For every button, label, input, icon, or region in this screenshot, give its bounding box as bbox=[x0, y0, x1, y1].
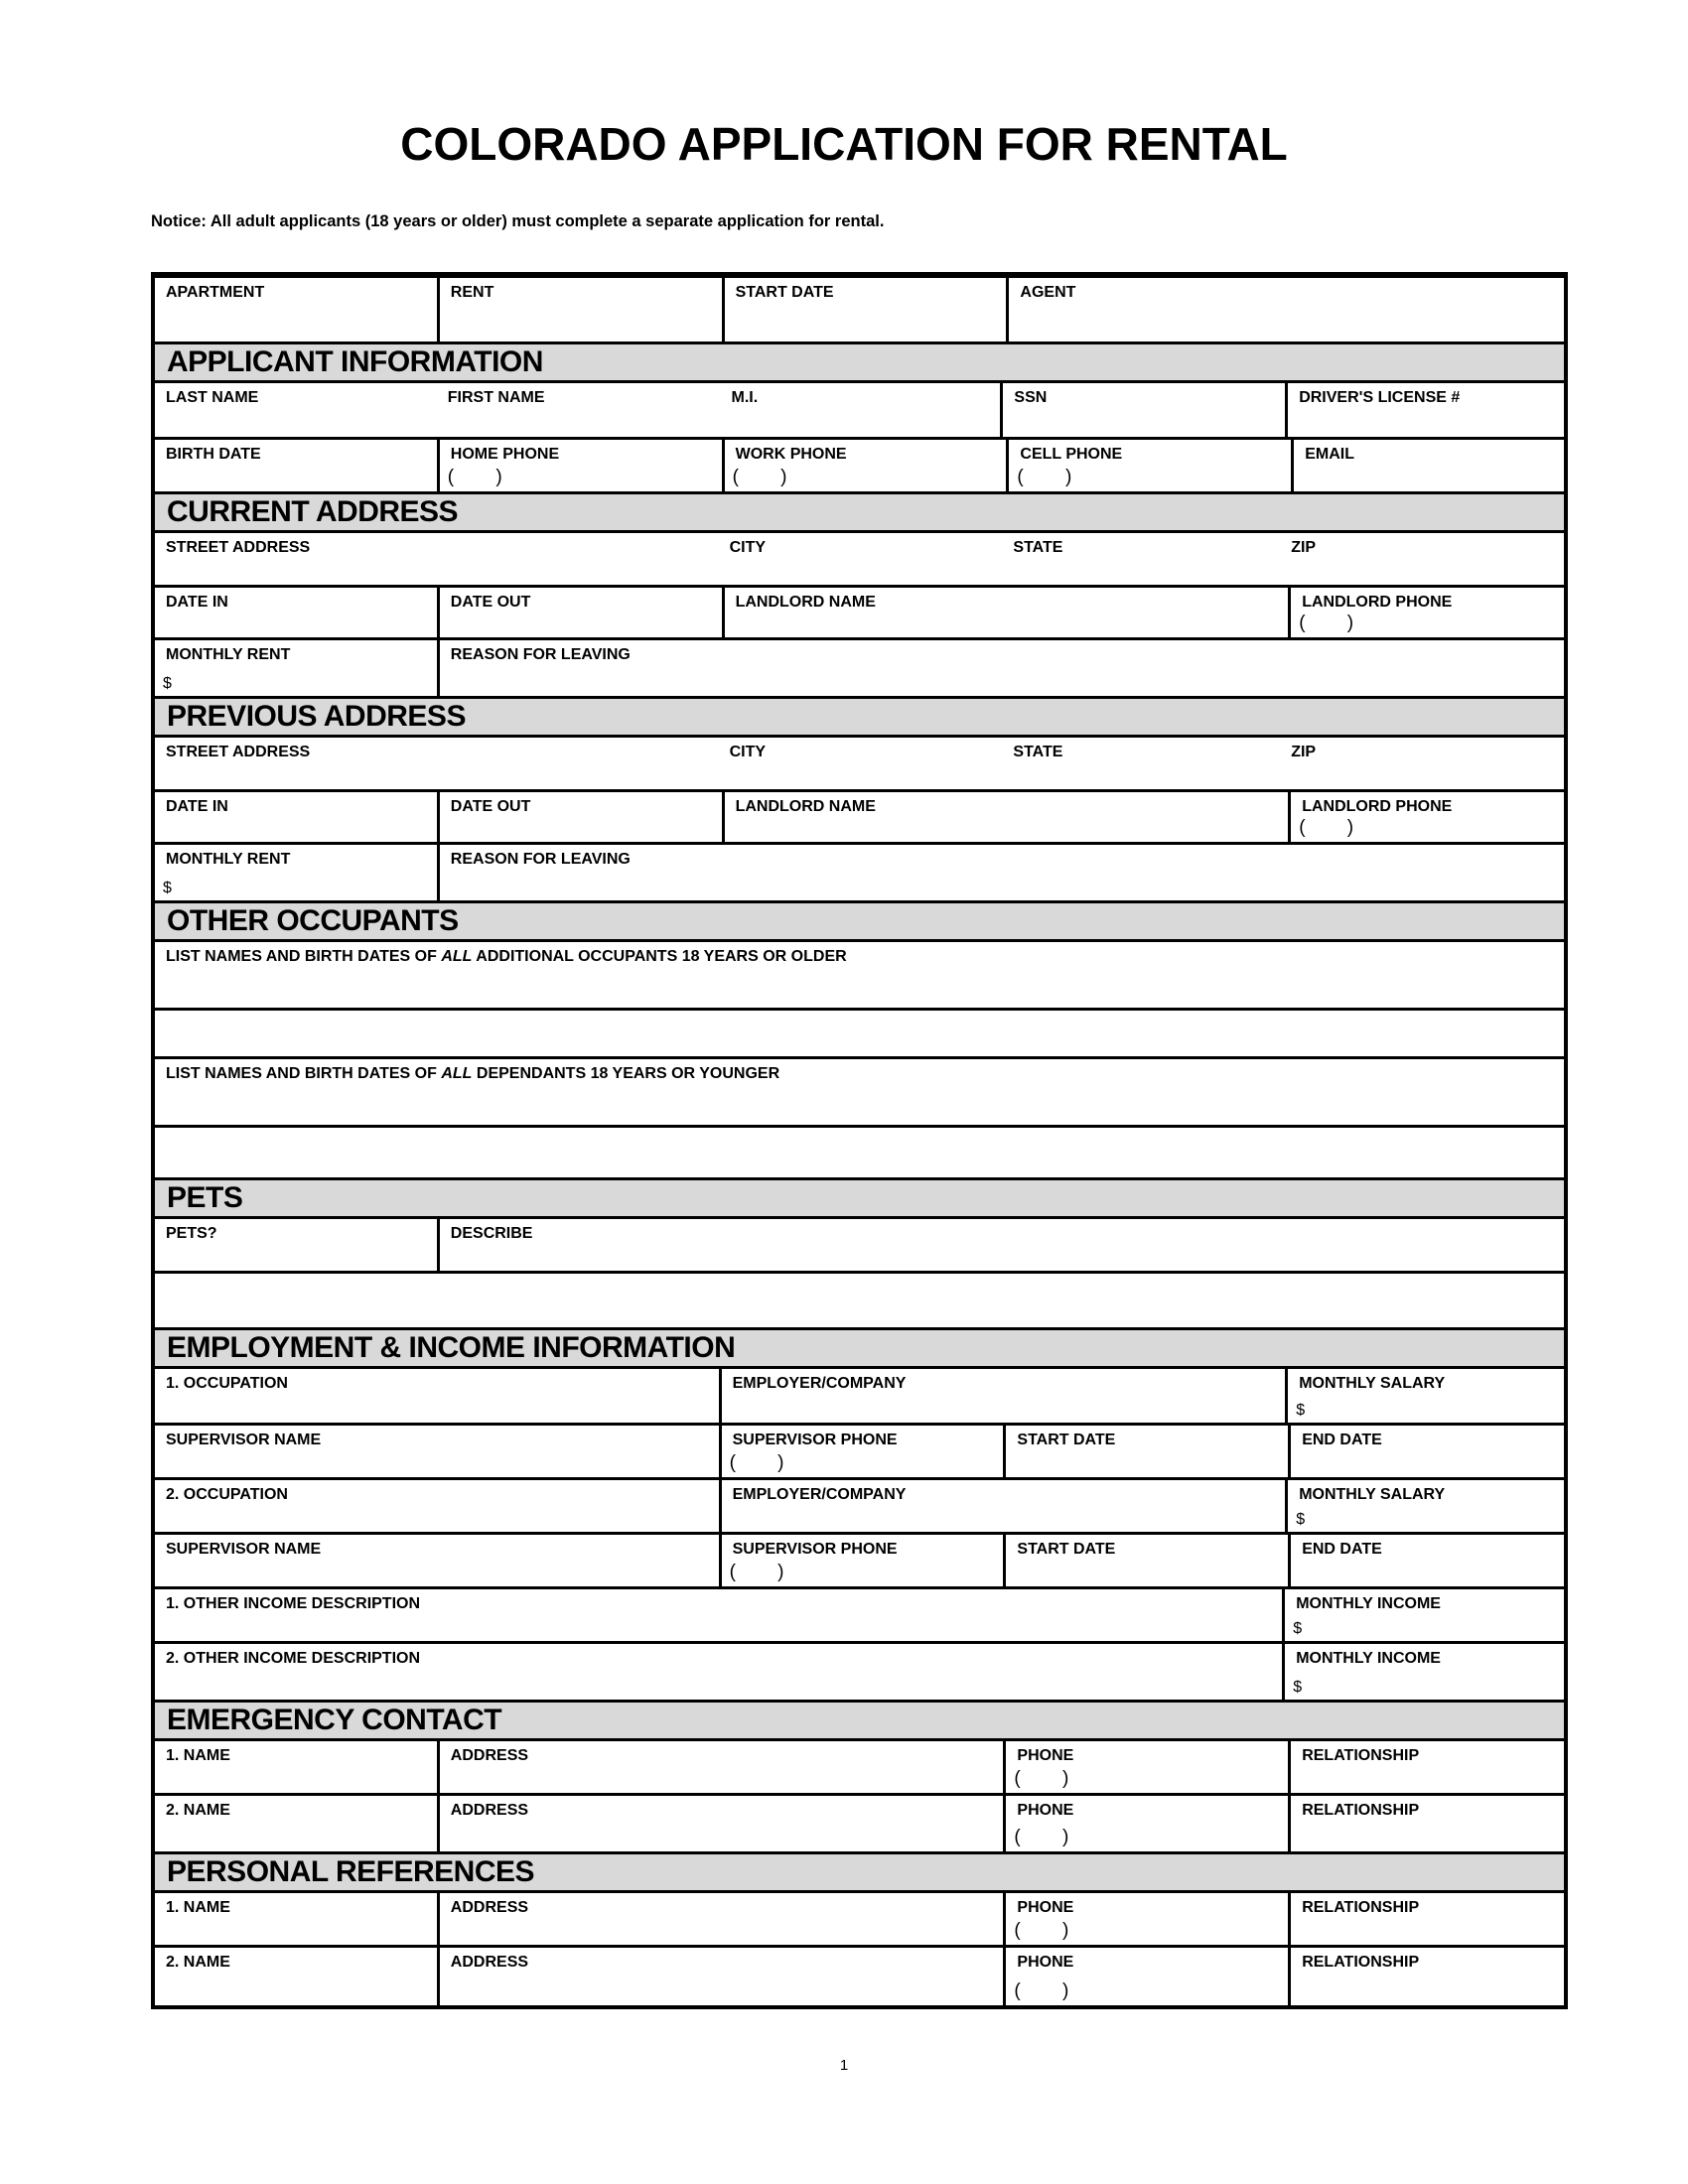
supervisor-name-2-field[interactable] bbox=[155, 1535, 719, 1586]
pets-question-label: PETS? bbox=[166, 1225, 217, 1242]
street-address-label: STREET ADDRESS bbox=[166, 744, 311, 760]
relationship-label: RELATIONSHIP bbox=[1302, 1954, 1420, 1971]
emergency-address-1-field[interactable] bbox=[437, 1741, 1004, 1793]
dependants-label-all: ALL bbox=[441, 1065, 473, 1082]
section-heading-label: APPLICANT INFORMATION bbox=[167, 345, 543, 378]
phone-parens: ( ) bbox=[1014, 1768, 1069, 1789]
current-date-in-field[interactable] bbox=[155, 588, 437, 637]
reference-phone-1-field[interactable] bbox=[1003, 1893, 1288, 1945]
city-label: CITY bbox=[729, 744, 767, 760]
reference-name-2-field[interactable] bbox=[155, 1948, 437, 2005]
table-row-current-street bbox=[155, 530, 1564, 585]
table-row-current-rent bbox=[155, 637, 1564, 696]
employer-2-field[interactable] bbox=[719, 1480, 1286, 1532]
address-label: ADDRESS bbox=[450, 1802, 529, 1819]
monthly-salary-1-field[interactable] bbox=[1285, 1369, 1570, 1423]
reason-for-leaving-label: REASON FOR LEAVING bbox=[450, 646, 631, 663]
phone-label: PHONE bbox=[1017, 1747, 1074, 1764]
dollar-sign: $ bbox=[1296, 1511, 1306, 1528]
pets-describe-label: DESCRIBE bbox=[450, 1225, 533, 1242]
birth-date-label: BIRTH DATE bbox=[166, 446, 261, 463]
current-landlord-name-field[interactable] bbox=[722, 588, 1289, 637]
adult-occupants-label-prefix: LIST NAMES AND BIRTH DATES OF bbox=[166, 948, 442, 965]
current-landlord-phone-field[interactable] bbox=[1288, 588, 1573, 637]
date-in-label: DATE IN bbox=[166, 798, 228, 815]
apartment-field[interactable] bbox=[155, 278, 437, 341]
occupation-2-label: 2. OCCUPATION bbox=[166, 1486, 288, 1503]
ssn-field[interactable] bbox=[1000, 383, 1285, 437]
zip-label: ZIP bbox=[1291, 539, 1317, 556]
relationship-label: RELATIONSHIP bbox=[1302, 1802, 1420, 1819]
table-row-reference-1 bbox=[155, 1890, 1564, 1945]
dollar-sign: $ bbox=[1296, 1402, 1306, 1419]
monthly-income-label: MONTHLY INCOME bbox=[1296, 1650, 1441, 1667]
adult-occupants-entry-area[interactable] bbox=[155, 1011, 1564, 1056]
monthly-rent-label: MONTHLY RENT bbox=[166, 851, 291, 868]
landlord-phone-label: LANDLORD PHONE bbox=[1302, 594, 1453, 611]
emergency-phone-1-field[interactable] bbox=[1003, 1741, 1288, 1793]
reference-name-1-field[interactable] bbox=[155, 1893, 437, 1945]
employment-start-date-1-field[interactable] bbox=[1003, 1426, 1288, 1477]
name-2-label: 2. NAME bbox=[166, 1954, 230, 1971]
phone-parens: ( ) bbox=[447, 467, 502, 487]
other-income-2-label: 2. OTHER INCOME DESCRIPTION bbox=[166, 1650, 421, 1667]
name-field[interactable] bbox=[155, 383, 1000, 437]
supervisor-phone-label: SUPERVISOR PHONE bbox=[732, 1432, 898, 1448]
email-label: EMAIL bbox=[1305, 446, 1354, 463]
emergency-relationship-1-field[interactable] bbox=[1288, 1741, 1573, 1793]
table-row-previous-street bbox=[155, 735, 1564, 789]
table-row-dependants bbox=[155, 1056, 1564, 1125]
section-header-emergency-contact bbox=[155, 1700, 1564, 1738]
first-name-label: FIRST NAME bbox=[447, 389, 545, 406]
dependants-field[interactable] bbox=[155, 1059, 1564, 1125]
section-header-personal-references bbox=[155, 1851, 1564, 1890]
other-income-2-field[interactable] bbox=[155, 1644, 1282, 1700]
cell-phone-label: CELL PHONE bbox=[1020, 446, 1123, 463]
dollar-sign: $ bbox=[1293, 1679, 1303, 1696]
employment-end-date-2-field[interactable] bbox=[1288, 1535, 1573, 1586]
emergency-name-2-field[interactable] bbox=[155, 1796, 437, 1851]
section-header-applicant-information bbox=[155, 341, 1564, 380]
state-label: STATE bbox=[1013, 744, 1063, 760]
document-title: COLORADO APPLICATION FOR RENTAL bbox=[400, 118, 1288, 170]
ssn-label: SSN bbox=[1014, 389, 1048, 406]
employment-start-date-2-field[interactable] bbox=[1003, 1535, 1288, 1586]
reason-for-leaving-label: REASON FOR LEAVING bbox=[450, 851, 631, 868]
adult-occupants-label bbox=[166, 948, 847, 966]
section-heading-label: PREVIOUS ADDRESS bbox=[167, 700, 466, 733]
date-in-label: DATE IN bbox=[166, 594, 228, 611]
phone-label: PHONE bbox=[1017, 1954, 1074, 1971]
phone-parens: ( ) bbox=[1014, 1920, 1069, 1941]
start-date-label: START DATE bbox=[735, 284, 834, 301]
section-header-previous-address bbox=[155, 696, 1564, 735]
table-row-adult-occupants bbox=[155, 939, 1564, 1008]
relationship-label: RELATIONSHIP bbox=[1302, 1899, 1420, 1916]
home-phone-label: HOME PHONE bbox=[450, 446, 560, 463]
emergency-address-2-field[interactable] bbox=[437, 1796, 1004, 1851]
pets-describe-field[interactable] bbox=[437, 1219, 1567, 1271]
current-monthly-rent-field[interactable] bbox=[155, 640, 437, 696]
city-label: CITY bbox=[729, 539, 767, 556]
other-income-1-field[interactable] bbox=[155, 1589, 1282, 1641]
address-label: ADDRESS bbox=[450, 1747, 529, 1764]
phone-parens: ( ) bbox=[1299, 817, 1354, 838]
section-header-employment bbox=[155, 1327, 1564, 1366]
page-number: 1 bbox=[839, 2057, 849, 2074]
monthly-income-2-field[interactable] bbox=[1282, 1644, 1567, 1700]
monthly-salary-2-field[interactable] bbox=[1285, 1480, 1570, 1532]
dependants-label-suffix: DEPENDANTS 18 YEARS OR YOUNGER bbox=[472, 1065, 780, 1082]
reference-relationship-1-field[interactable] bbox=[1288, 1893, 1573, 1945]
supervisor-name-1-field[interactable] bbox=[155, 1426, 719, 1477]
adult-occupants-label-suffix: ADDITIONAL OCCUPANTS 18 YEARS OR OLDER bbox=[472, 948, 847, 965]
section-header-current-address bbox=[155, 491, 1564, 530]
table-row-adult-occupants-blank bbox=[155, 1008, 1564, 1056]
emergency-name-1-field[interactable] bbox=[155, 1741, 437, 1793]
agent-label: AGENT bbox=[1020, 284, 1076, 301]
employer-company-label: EMPLOYER/COMPANY bbox=[732, 1486, 907, 1503]
phone-parens: ( ) bbox=[1299, 613, 1354, 633]
table-row-pets-blank bbox=[155, 1271, 1564, 1327]
monthly-salary-label: MONTHLY SALARY bbox=[1299, 1375, 1446, 1392]
work-phone-field[interactable] bbox=[722, 440, 1007, 491]
section-heading-label: PETS bbox=[167, 1181, 243, 1214]
previous-monthly-rent-field[interactable] bbox=[155, 845, 437, 900]
previous-date-in-field[interactable] bbox=[155, 792, 437, 842]
monthly-salary-label: MONTHLY SALARY bbox=[1299, 1486, 1446, 1503]
section-header-pets bbox=[155, 1177, 1564, 1216]
table-row-other-income-1 bbox=[155, 1586, 1564, 1641]
current-date-out-field[interactable] bbox=[437, 588, 722, 637]
previous-date-out-field[interactable] bbox=[437, 792, 722, 842]
supervisor-phone-2-field[interactable] bbox=[719, 1535, 1004, 1586]
table-row-previous-rent bbox=[155, 842, 1564, 900]
phone-label: PHONE bbox=[1017, 1899, 1074, 1916]
previous-landlord-name-field[interactable] bbox=[722, 792, 1289, 842]
phone-parens: ( ) bbox=[729, 1452, 784, 1473]
other-income-1-label: 1. OTHER INCOME DESCRIPTION bbox=[166, 1595, 421, 1612]
phone-parens: ( ) bbox=[732, 467, 787, 487]
phone-parens: ( ) bbox=[1014, 1980, 1069, 2001]
name-1-label: 1. NAME bbox=[166, 1899, 230, 1916]
table-row-emergency-2 bbox=[155, 1793, 1564, 1851]
current-street-address-field[interactable] bbox=[155, 533, 1564, 585]
table-row-other-income-2 bbox=[155, 1641, 1564, 1700]
address-label: ADDRESS bbox=[450, 1954, 529, 1971]
landlord-name-label: LANDLORD NAME bbox=[735, 798, 876, 815]
phone-parens: ( ) bbox=[1017, 467, 1072, 487]
table-row-supervisor-1 bbox=[155, 1423, 1564, 1477]
table-row-dependants-blank bbox=[155, 1125, 1564, 1177]
table-row-occupation-1 bbox=[155, 1366, 1564, 1423]
table-row-occupation-2 bbox=[155, 1477, 1564, 1532]
supervisor-phone-label: SUPERVISOR PHONE bbox=[732, 1541, 898, 1558]
cell-phone-field[interactable] bbox=[1006, 440, 1291, 491]
reference-address-2-field[interactable] bbox=[437, 1948, 1004, 2005]
name-2-label: 2. NAME bbox=[166, 1802, 230, 1819]
rental-form-table bbox=[151, 272, 1568, 2009]
landlord-name-label: LANDLORD NAME bbox=[735, 594, 876, 611]
table-row-pets bbox=[155, 1216, 1564, 1271]
previous-landlord-phone-field[interactable] bbox=[1288, 792, 1573, 842]
notice-text: Notice: All adult applicants (18 years or older) must complete a separate application for rental. bbox=[151, 212, 885, 230]
phone-parens: ( ) bbox=[1014, 1827, 1069, 1847]
pets-question-field[interactable] bbox=[155, 1219, 437, 1271]
adult-occupants-label-all: ALL bbox=[441, 948, 473, 965]
employment-end-date-1-field[interactable] bbox=[1288, 1426, 1573, 1477]
previous-street-address-field[interactable] bbox=[155, 738, 1564, 789]
monthly-rent-label: MONTHLY RENT bbox=[166, 646, 291, 663]
section-header-other-occupants bbox=[155, 900, 1564, 939]
emergency-relationship-2-field[interactable] bbox=[1288, 1796, 1573, 1851]
table-row-contact bbox=[155, 437, 1564, 491]
table-row-unit-info bbox=[155, 278, 1564, 341]
table-row-reference-2 bbox=[155, 1945, 1564, 2005]
phone-label: PHONE bbox=[1017, 1802, 1074, 1819]
supervisor-phone-1-field[interactable] bbox=[719, 1426, 1004, 1477]
supervisor-name-label: SUPERVISOR NAME bbox=[166, 1432, 322, 1448]
pets-describe-entry-area[interactable] bbox=[155, 1274, 1564, 1327]
previous-reason-for-leaving-field[interactable] bbox=[437, 845, 1567, 900]
supervisor-name-label: SUPERVISOR NAME bbox=[166, 1541, 322, 1558]
drivers-license-label: DRIVER'S LICENSE # bbox=[1299, 389, 1461, 406]
reference-phone-2-field[interactable] bbox=[1003, 1948, 1288, 2005]
section-heading-label: EMPLOYMENT & INCOME INFORMATION bbox=[167, 1331, 736, 1364]
dollar-sign: $ bbox=[1293, 1620, 1303, 1637]
address-label: ADDRESS bbox=[450, 1899, 529, 1916]
table-row-previous-landlord bbox=[155, 789, 1564, 842]
start-date-label: START DATE bbox=[1017, 1432, 1116, 1448]
email-field[interactable] bbox=[1291, 440, 1576, 491]
birth-date-field[interactable] bbox=[155, 440, 437, 491]
date-out-label: DATE OUT bbox=[450, 594, 531, 611]
middle-initial-label: M.I. bbox=[731, 389, 759, 406]
zip-label: ZIP bbox=[1291, 744, 1317, 760]
emergency-phone-2-field[interactable] bbox=[1003, 1796, 1288, 1851]
monthly-income-label: MONTHLY INCOME bbox=[1296, 1595, 1441, 1612]
work-phone-label: WORK PHONE bbox=[735, 446, 847, 463]
reference-address-1-field[interactable] bbox=[437, 1893, 1004, 1945]
adult-occupants-field[interactable] bbox=[155, 942, 1564, 1008]
occupation-1-label: 1. OCCUPATION bbox=[166, 1375, 288, 1392]
end-date-label: END DATE bbox=[1302, 1432, 1382, 1448]
dollar-sign: $ bbox=[163, 880, 172, 896]
monthly-income-1-field[interactable] bbox=[1282, 1589, 1567, 1641]
section-heading-label: EMERGENCY CONTACT bbox=[167, 1704, 502, 1736]
agent-field[interactable] bbox=[1006, 278, 1573, 341]
occupation-1-field[interactable] bbox=[155, 1369, 719, 1423]
dependants-entry-area[interactable] bbox=[155, 1128, 1564, 1177]
phone-parens: ( ) bbox=[729, 1562, 784, 1582]
name-1-label: 1. NAME bbox=[166, 1747, 230, 1764]
start-date-field[interactable] bbox=[722, 278, 1007, 341]
section-heading-label: CURRENT ADDRESS bbox=[167, 495, 459, 528]
street-address-label: STREET ADDRESS bbox=[166, 539, 311, 556]
date-out-label: DATE OUT bbox=[450, 798, 531, 815]
dependants-label bbox=[166, 1065, 779, 1083]
table-row-supervisor-2 bbox=[155, 1532, 1564, 1586]
apartment-label: APARTMENT bbox=[166, 284, 265, 301]
state-label: STATE bbox=[1013, 539, 1063, 556]
reference-relationship-2-field[interactable] bbox=[1288, 1948, 1573, 2005]
table-row-name bbox=[155, 380, 1564, 437]
employer-company-label: EMPLOYER/COMPANY bbox=[732, 1375, 907, 1392]
rent-label: RENT bbox=[450, 284, 494, 301]
table-row-emergency-1 bbox=[155, 1738, 1564, 1793]
table-row-current-landlord bbox=[155, 585, 1564, 637]
dependants-label-prefix: LIST NAMES AND BIRTH DATES OF bbox=[166, 1065, 442, 1082]
landlord-phone-label: LANDLORD PHONE bbox=[1302, 798, 1453, 815]
section-heading-label: OTHER OCCUPANTS bbox=[167, 904, 459, 937]
relationship-label: RELATIONSHIP bbox=[1302, 1747, 1420, 1764]
last-name-label: LAST NAME bbox=[166, 389, 259, 406]
drivers-license-field[interactable] bbox=[1285, 383, 1570, 437]
occupation-2-field[interactable] bbox=[155, 1480, 719, 1532]
rent-field[interactable] bbox=[437, 278, 722, 341]
end-date-label: END DATE bbox=[1302, 1541, 1382, 1558]
start-date-label: START DATE bbox=[1017, 1541, 1116, 1558]
current-reason-for-leaving-field[interactable] bbox=[437, 640, 1567, 696]
section-heading-label: PERSONAL REFERENCES bbox=[167, 1855, 535, 1888]
home-phone-field[interactable] bbox=[437, 440, 722, 491]
employer-1-field[interactable] bbox=[719, 1369, 1286, 1423]
dollar-sign: $ bbox=[163, 675, 172, 692]
